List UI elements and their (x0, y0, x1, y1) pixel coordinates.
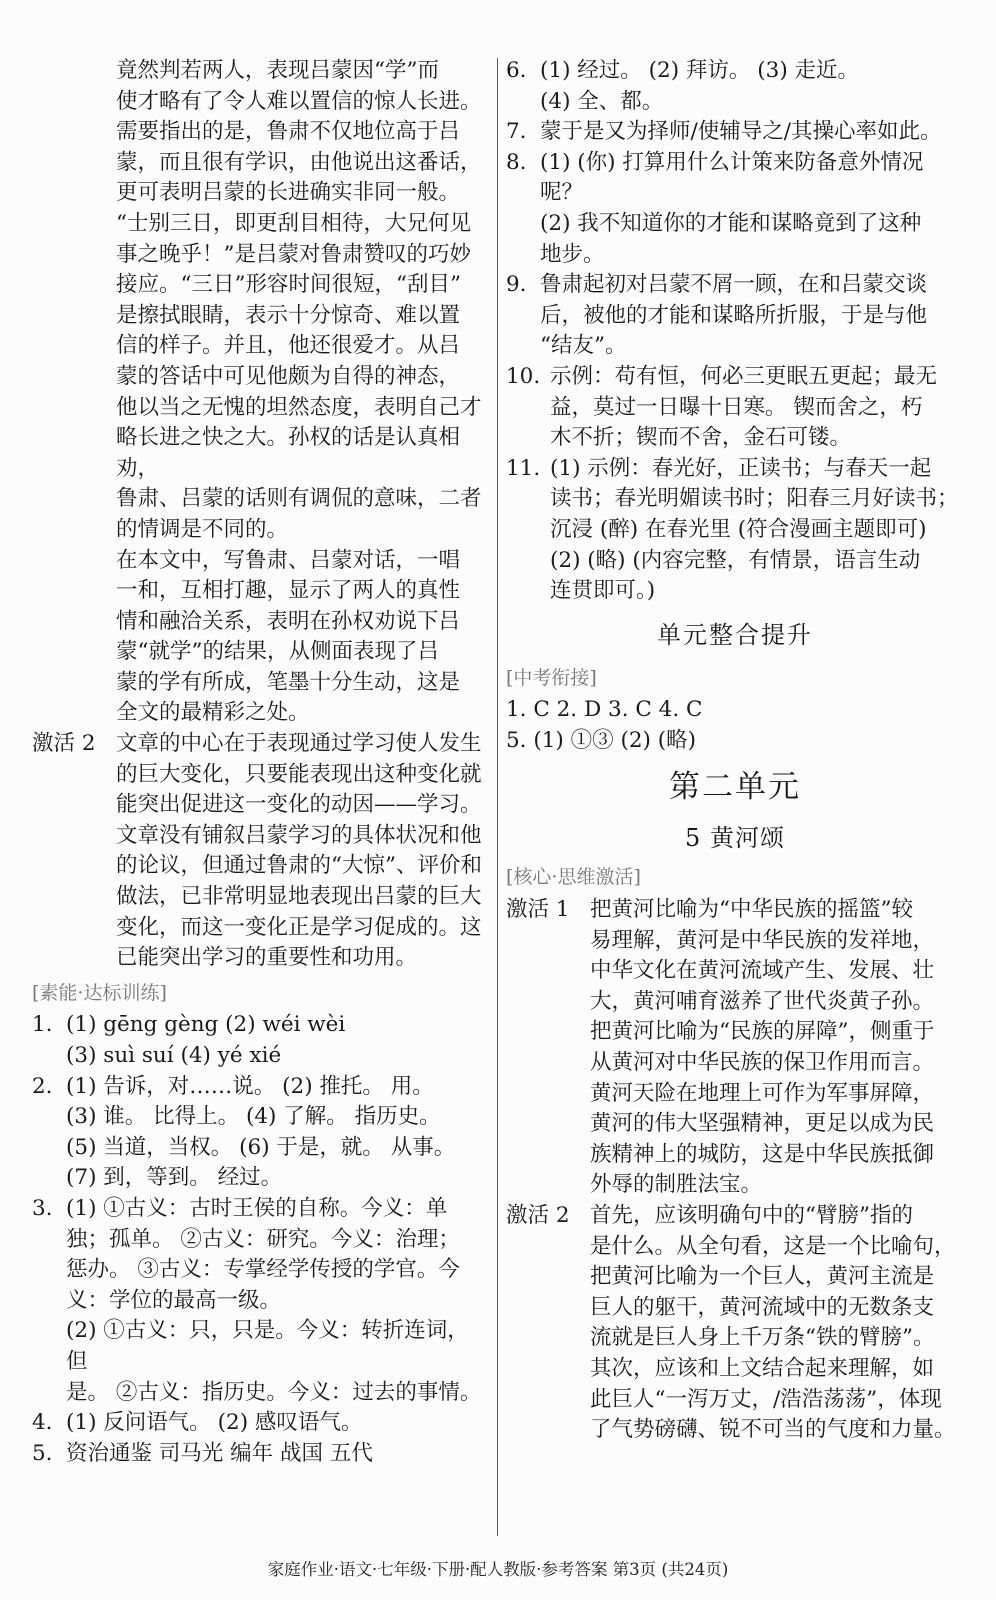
activation-label: 激活 2 (32, 731, 96, 757)
page-footer: 家庭作业·语文·七年级·下册·配人教版·参考答案 第3页 (共24页) (267, 1560, 729, 1579)
text-line: “士别三日，即更刮目相待，大兄何见 (116, 210, 471, 236)
text-line: 黄河的伟大坚强精神，更足以成为民 (590, 1111, 935, 1137)
question-5 (32, 1439, 490, 1470)
text-line: 地步。 (540, 241, 605, 267)
column-divider (497, 58, 498, 1536)
text-line: (3) suì suí (4) yé xié (66, 1043, 282, 1068)
text-line: 更可表明吕蒙的长进确实非同一般。 (116, 180, 461, 206)
text-line: 此巨人“一泻万丈，/浩浩荡荡”，体现 (590, 1386, 942, 1412)
question-8 (506, 148, 964, 270)
text-line: 连贯即可。) (550, 578, 656, 604)
question-number: 6. (506, 58, 527, 83)
text-line: 外辱的制胜法宝。 (590, 1172, 763, 1198)
text-line: 其次，应该和上文结合起来理解，如 (590, 1355, 935, 1381)
text-line: 已能突出学习的重要性和功用。 (116, 945, 418, 971)
question-number: 5. (32, 1440, 53, 1466)
lesson-title: 5 黄河颂 (685, 824, 785, 853)
text-line: 能突出促进这一变化的动因——学习。 (116, 792, 482, 818)
question-7 (506, 117, 964, 148)
text-line: 后，被他的才能和谋略所折服，于是与他 (540, 302, 928, 328)
question-1 (32, 1010, 490, 1071)
text-line: 接应。“三日”形容时间很短，“刮目” (116, 272, 461, 298)
text-line: 变化，而这一变化正是学习促成的。这 (116, 914, 482, 940)
text-line: 蒙“就学”的结果，从侧面表现了吕 (116, 639, 439, 665)
activation-2-block (506, 1201, 964, 1446)
text-line: (2) (略) (内容完整，有情景，语言生动 (550, 547, 921, 573)
question-number: 7. (506, 119, 527, 145)
text-line: 是擦拭眼睛，表示十分惊奇、难以置 (116, 302, 461, 328)
text-line: 大，黄河哺育滋养了世代炎黄子孙。 (590, 988, 935, 1014)
text-line: 做法，已非常明显地表现出吕蒙的巨大 (116, 884, 482, 910)
question-5-answer: 5. (1) ①③ (2) (略) (506, 727, 697, 753)
text-line: (1) (你) 打算用什么计策来防备意外情况呢？ (540, 149, 924, 206)
text-line: 蒙的学有所成，笔墨十分生动，这是 (116, 669, 461, 695)
section-heading: 单元整合提升 (657, 620, 813, 649)
text-line: (1) ①古义：古时王侯的自称。今义：单 (66, 1195, 448, 1221)
text-line: 情和融洽关系，表明在孙权劝说下吕 (116, 608, 461, 634)
text-line: 信的样子。并且，他还很爱才。从吕 (116, 333, 461, 359)
activation-label: 激活 2 (506, 1203, 570, 1228)
text-line: (5) 当道，当权。 (6) 于是，就。 从事。 (66, 1134, 456, 1160)
activation-1-block (506, 895, 964, 1201)
text-line: 独；孤单。 ②古义：研究。今义：治理； (66, 1226, 460, 1252)
question-4 (32, 1408, 490, 1439)
text-line: (4) 全、都。 (540, 88, 664, 114)
text-line: 了气势磅礴、锐不可当的气度和力量。 (590, 1417, 956, 1443)
question-number: 8. (506, 149, 527, 175)
text-line: 首先，应该明确句中的“臂膀”指的 (590, 1203, 913, 1228)
text-line: 把黄河比喻为“中华民族的摇篮”较 (590, 897, 913, 923)
text-line: 流就是巨人身上千万条“铁的臂膀”。 (590, 1325, 935, 1351)
text-line: 族精神上的城防，这是中华民族抵御 (590, 1141, 935, 1167)
text-line: 文章没有铺叙吕蒙学习的具体状况和他 (116, 822, 482, 848)
text-line: “结友”。 (540, 333, 627, 359)
text-line: 在本文中，写鲁肃、吕蒙对话，一唱 (116, 547, 461, 573)
text-line: 鲁肃起初对吕蒙不屑一顾，在和吕蒙交谈 (540, 272, 928, 298)
text-line: 鲁肃、吕蒙的话则有调侃的意味，二者 (116, 486, 482, 512)
text-line: 的论议，但通过鲁肃的“大惊”、评价和 (116, 853, 482, 879)
text-line: (2) 我不知道你的才能和谋略竟到了这种 (540, 210, 922, 236)
text-line: 义：学位的最高一级。 (66, 1287, 282, 1313)
section-tag: [中考衔接] (506, 666, 597, 689)
text-line: (1) gēng gèng (2) wéi wèi (66, 1012, 346, 1038)
text-line: 黄河天险在地理上可作为军事屏障， (590, 1080, 935, 1106)
question-number: 3. (32, 1195, 53, 1221)
question-number: 1. (32, 1012, 53, 1038)
text-line: 蒙，而且很有学识，由他说出这番话， (116, 149, 482, 175)
text-line: 沉浸 (醉) 在春光里 (符合漫画主题即可) (550, 516, 927, 542)
text-line: 是。 ②古义：指历史。今义：过去的事情。 (66, 1379, 482, 1405)
question-number: 9. (506, 272, 527, 298)
text-line: (2) ①古义：只，只是。今义：转折连词，但 (66, 1318, 469, 1374)
text-line: 他以当之无愧的坦然态度，表明自己才 (116, 394, 482, 420)
text-line: (1) 示例：春光好，正读书；与春天一起 (550, 455, 932, 481)
continued-answer-part1 (32, 56, 490, 546)
activation-2-block (32, 729, 490, 974)
text-line: 从黄河对中华民族的保卫作用而言。 (590, 1050, 935, 1076)
text-line: 蒙的答话中可见他颇为自得的神态， (116, 363, 461, 389)
text-line: 文章的中心在于表现通过学习使人发生 (116, 731, 482, 757)
section-tag: [核心·思维激活] (506, 866, 641, 889)
text-line: 一和，互相打趣，显示了两人的真性 (116, 578, 461, 604)
text-line: 需要指出的是，鲁肃不仅地位高于吕 (116, 119, 461, 145)
unit-title: 第二单元 (669, 769, 801, 806)
text-line: (3) 谁。 比得上。 (4) 了解。 指历史。 (66, 1104, 441, 1130)
text-line: (1) 告诉，对……说。 (2) 推托。 用。 (66, 1073, 434, 1099)
text-line: 略长进之快之大。孙权的话是认真相劝， (116, 425, 461, 481)
question-number: 2. (32, 1073, 53, 1099)
text-line: 是什么。从全句看，这是一个比喻句， (590, 1233, 956, 1259)
text-line: 竟然判若两人，表现吕蒙因“学”而 (116, 58, 439, 83)
text-line: 益，莫过一日曝十日寒。 锲而舍之，朽 (550, 394, 923, 420)
continued-answer-part2 (32, 546, 490, 730)
text-line: 读书；春光明媚读书时；阳春三月好读书； (550, 486, 959, 512)
text-line: 木不折；锲而不舍，金石可镂。 (550, 425, 852, 451)
text-line: 把黄河比喻为“民族的屏障”，侧重于 (590, 1019, 935, 1045)
text-line: 的巨大变化，只要能表现出这种变化就 (116, 761, 482, 787)
question-3 (32, 1194, 490, 1408)
text-line: 惩办。 ③古义：专掌经学传授的学官。今 (66, 1257, 460, 1283)
question-number: 4. (32, 1410, 53, 1436)
right-column (506, 56, 964, 1446)
text-line: 使才略有了令人难以置信的惊人长进。 (116, 88, 482, 114)
text-line: 全文的最精彩之处。 (116, 700, 310, 726)
left-column (32, 56, 490, 1469)
question-10 (506, 362, 964, 454)
text-line: 蒙于是又为择师/使辅导之/其操心率如此。 (540, 119, 942, 145)
text-line: 易理解，黄河是中华民族的发祥地， (590, 927, 935, 953)
section-tag: [素能·达标训练] (32, 981, 167, 1004)
question-2 (32, 1072, 490, 1194)
question-9 (506, 270, 964, 362)
text-line: 巨人的躯干，黄河流域中的无数条支 (590, 1294, 935, 1320)
text-line: 的情调是不同的。 (116, 516, 289, 542)
question-number: 11. (506, 455, 541, 481)
question-6 (506, 56, 964, 117)
activation-label: 激活 1 (506, 897, 570, 923)
text-line: (7) 到，等到。 经过。 (66, 1165, 283, 1191)
text-line: 资治通鉴 司马光 编年 战国 五代 (66, 1440, 373, 1466)
multiple-choice-answers: 1. C 2. D 3. C 4. C (506, 697, 703, 723)
text-line: 把黄河比喻为一个巨人，黄河主流是 (590, 1264, 935, 1290)
question-11 (506, 454, 964, 607)
text-line: (1) 经过。 (2) 拜访。 (3) 走近。 (540, 58, 860, 83)
text-line: 事之晚乎！”是吕蒙对鲁肃赞叹的巧妙 (116, 241, 471, 267)
question-number: 10. (506, 363, 541, 389)
text-line: 中华文化在黄河流域产生、发展、壮 (590, 958, 935, 984)
text-line: 示例：苟有恒，何必三更眠五更起；最无 (550, 363, 938, 389)
text-line: (1) 反问语气。 (2) 感叹语气。 (66, 1410, 363, 1436)
